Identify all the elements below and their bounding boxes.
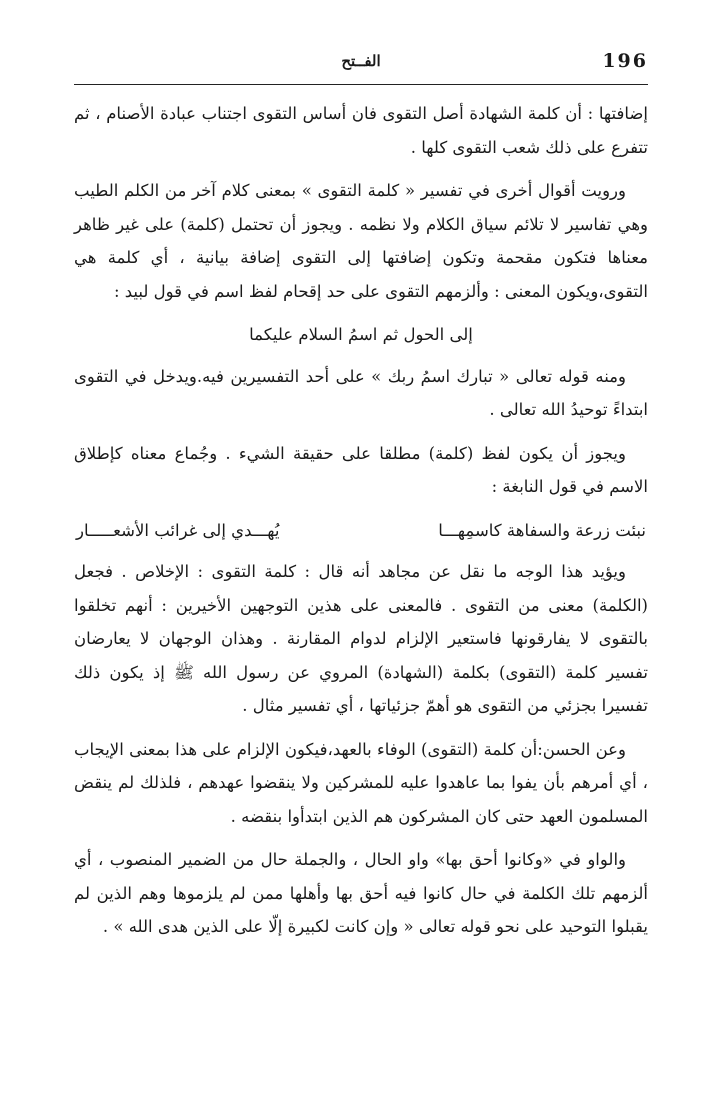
paragraph: ومنه قوله تعالى « تبارك اسمُ ربك » على أحد التفسيرين فيه.ويدخل في التقوى ابتداءً توحيدُ الله تعالى . [74, 366, 648, 419]
paragraph: ويجوز أن يكون لفظ (كلمة) مطلقا على حقيقة الشيء . وجُماع معناه كإطلاق الاسم في قول النابغة : [74, 443, 648, 496]
page-body [74, 97, 648, 944]
paragraph: ورويت أقوال أخرى في تفسير « كلمة التقوى » بمعنى كلام آخر من الكلم الطيب وهي تفاسير لا تلائم سياق الكلام ولا نظمه . ويجوز أن تحتمل (كلمة) على غير ظاهر معناها فتكون مقحمة وتكون إضافتها إلى التقوى إضافة بيانية ، أي كلمة هي التقوى،ويكون المعنى : وألزمهم التقوى على حد إقحام لفظ اسم في قول لبيد : [74, 181, 648, 301]
paragraph: إضافتها : أن كلمة الشهادة أصل التقوى فان أساس التقوى اجتناب عبادة الأصنام ، ثم تتفرع على ذلك شعب التقوى كلها . [74, 104, 648, 157]
paragraph: ويؤيد هذا الوجه ما نقل عن مجاهد أنه قال : كلمة التقوى : الإخلاص . فجعل (الكلمة) معنى من التقوى . فالمعنى على هذين التوجهين الأخيرين : أنهم تخلقوا بالتقوى لا يفارقونها فاستعير الإلزام لدوام المقارنة . وهذان الوجهان لا يعارضان تفسير كلمة (التقوى) بكلمة (الشهادة) المروي عن رسول الله ﷺ إذ يكون ذلك تفسيرا بجزئي من التقوى هو أهمّ جزئياتها ، أي تفسير مثال . [74, 562, 648, 715]
header-rule [74, 84, 648, 85]
page-header [74, 48, 648, 84]
page-number: 196 [602, 50, 648, 72]
verse-nabigha [74, 514, 648, 548]
verse-hemistich-first: نبئت زرعة والسفاهة كاسمِهـــا [438, 520, 646, 540]
verse-hemistich-second: يُهـــدي إلى غرائب الأشعـــــار [76, 520, 280, 540]
verse-labid: إلى الحول ثم اسمُ السلام عليكما [249, 325, 473, 344]
paragraph: والواو في «وكانوا أحق بها» واو الحال ، والجملة حال من الضمير المنصوب ، أي ألزمهم تلك الكلمة في حال كانوا فيه أحق بها وأهلها ممن لم يلزموها وهم الذين لم يقبلوا التوحيد على نحو قوله تعالى « وإن كانت لكبيرة إلّا على الذين هدى الله » . [74, 850, 648, 936]
paragraph: وعن الحسن:أن كلمة (التقوى) الوفاء بالعهد،فيكون الإلزام على هذا بمعنى الإيجاب ، أي أمرهم بأن يفوا بما عاهدوا عليه للمشركين ولا ينقضوا عهدهم ، فلذلك لم ينقض المسلمون العهد حتى كان المشركون هم الذين ابتدأوا بنقضه . [74, 739, 648, 826]
running-title: الفــتح [341, 52, 381, 70]
